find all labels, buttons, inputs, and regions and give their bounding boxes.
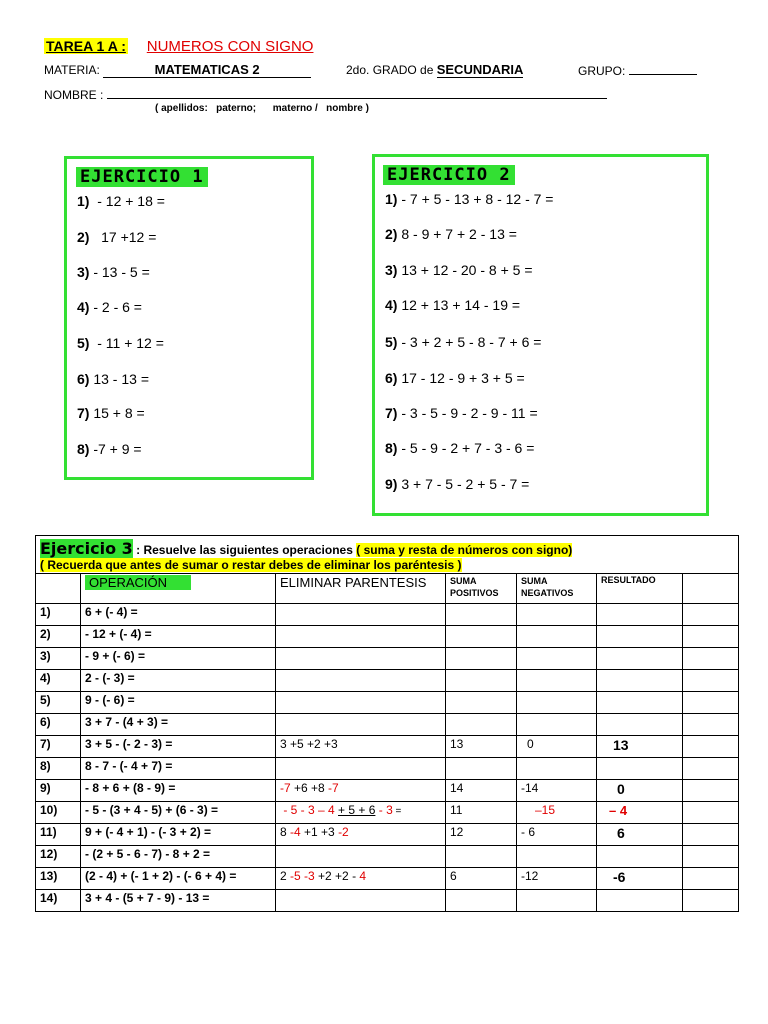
table-cell [517, 890, 597, 912]
table-cell [597, 648, 683, 670]
text: -5 -3 [290, 869, 315, 883]
table-cell [597, 604, 683, 626]
materia-value: MATEMATICAS 2 [103, 62, 311, 78]
table-cell[interactable] [276, 846, 446, 868]
table-cell: (2 - 4) + (- 1 + 2) - (- 6 + 4) = [81, 868, 276, 890]
table-cell[interactable] [276, 758, 446, 780]
ejercicio-3-table [35, 535, 739, 912]
ejercicio-3-heading [36, 536, 739, 574]
table-cell: 3 +5 +2 +3 [276, 736, 446, 758]
ejercicio-2-title: EJERCICIO 2 [383, 165, 515, 185]
table-cell: 6 [597, 824, 683, 846]
text: 8) [77, 441, 90, 457]
col-header-operacion: OPERACIÓN [85, 575, 191, 590]
table-cell [683, 604, 739, 626]
table-cell [517, 626, 597, 648]
table-cell: 6) [36, 714, 81, 736]
table-cell [683, 574, 739, 604]
text: 3) [385, 262, 398, 278]
text: -7 [280, 781, 291, 795]
text: 17 - 12 - 9 + 3 + 5 = [397, 370, 525, 386]
table-cell: -6 [597, 868, 683, 890]
text: -7 + 9 = [89, 441, 142, 457]
nombre-label: NOMBRE : [44, 88, 104, 102]
text: 4) [385, 297, 398, 313]
text: 12 + 13 + 14 - 19 = [397, 297, 521, 313]
table-cell [517, 846, 597, 868]
table-cell: 1) [36, 604, 81, 626]
table-cell[interactable] [276, 670, 446, 692]
text: - 5 - 3 – 4 [280, 803, 339, 817]
text: 17 +12 = [89, 229, 157, 245]
ej2-item [385, 405, 538, 421]
text: - 13 - 5 = [89, 264, 150, 280]
nombre-field[interactable] [107, 86, 607, 99]
ej2-item [385, 226, 517, 242]
table-cell [683, 758, 739, 780]
table-cell: 2 - (- 3) = [81, 670, 276, 692]
table-cell[interactable] [276, 626, 446, 648]
table-cell: –15 [517, 802, 597, 824]
table-cell: 3 + 7 - (4 + 3) = [81, 714, 276, 736]
table-cell [683, 714, 739, 736]
ejercicio-1-title: EJERCICIO 1 [76, 167, 208, 187]
table-cell [36, 574, 81, 604]
table-cell: - (2 + 5 - 6 - 7) - 8 + 2 = [81, 846, 276, 868]
ej2-item [385, 297, 520, 313]
nombre-line [44, 86, 607, 102]
table-cell [597, 846, 683, 868]
text: 13 - 13 = [89, 371, 149, 387]
table-cell [517, 758, 597, 780]
ej2-item [385, 370, 525, 386]
table-cell: 14 [446, 780, 517, 802]
table-cell: – 4 [597, 802, 683, 824]
table-cell[interactable] [276, 692, 446, 714]
table-row [36, 758, 739, 780]
table-cell [446, 692, 517, 714]
table-cell [683, 626, 739, 648]
table-row [36, 824, 739, 846]
table-cell [446, 626, 517, 648]
text: - 5 - 9 - 2 + 7 - 3 - 6 = [397, 440, 535, 456]
table-cell [446, 670, 517, 692]
table-cell: - 5 - (3 + 4 - 5) + (6 - 3) = [81, 802, 276, 824]
text: 3) [77, 264, 90, 280]
table-cell [446, 648, 517, 670]
table-cell[interactable] [276, 604, 446, 626]
text: 4) [77, 299, 90, 315]
text: 2 [280, 869, 291, 883]
table-cell[interactable] [276, 890, 446, 912]
grupo-line [578, 62, 697, 78]
table-cell: 3) [36, 648, 81, 670]
table-cell [276, 868, 446, 890]
table-cell: -12 [517, 868, 597, 890]
table-cell [276, 802, 446, 824]
table-cell: 4) [36, 670, 81, 692]
table-cell: 12) [36, 846, 81, 868]
table-row [36, 714, 739, 736]
text: 2) [385, 226, 398, 242]
text: 15 + 8 = [89, 405, 145, 421]
table-cell [446, 714, 517, 736]
text: 8) [385, 440, 398, 456]
ejercicio-3-instr: : Resuelve las siguientes operaciones [132, 543, 357, 557]
table-cell [597, 692, 683, 714]
text: 4 [359, 869, 367, 883]
col-header-suma-neg: SUMA NEGATIVOS [517, 574, 597, 604]
table-row [36, 604, 739, 626]
ej2-item [385, 334, 541, 350]
grupo-label: GRUPO: [578, 64, 626, 78]
text: - 3 + 2 + 5 - 8 - 7 + 6 = [397, 334, 542, 350]
ej2-item [385, 476, 529, 492]
text: 8 [280, 825, 291, 839]
materia-line [44, 62, 311, 78]
ej1-item [77, 193, 165, 209]
task-title-line [44, 38, 313, 56]
table-cell [517, 692, 597, 714]
table-cell: 0 [517, 736, 597, 758]
table-cell: 13 [597, 736, 683, 758]
ejercicio-3-title: Ejercicio 3 [40, 539, 133, 558]
col-header-suma-pos: SUMA POSITIVOS [446, 574, 517, 604]
text: +1 +3 [300, 825, 339, 839]
ej2-item [385, 440, 534, 456]
grado-line [346, 62, 523, 78]
table-row [36, 890, 739, 912]
table-cell [276, 780, 446, 802]
table-cell [683, 736, 739, 758]
table-cell: -14 [517, 780, 597, 802]
table-cell [446, 604, 517, 626]
text: - 7 + 5 - 13 + 8 - 12 - 7 = [397, 191, 554, 207]
table-row [36, 846, 739, 868]
text: 5) [385, 334, 398, 350]
task-title: NUMEROS CON SIGNO [146, 38, 314, 55]
table-cell [683, 890, 739, 912]
text: + 5 + 6 [338, 803, 376, 817]
text: -4 [290, 825, 301, 839]
grupo-field[interactable] [629, 62, 697, 75]
table-cell [597, 670, 683, 692]
text: - 2 - 6 = [89, 299, 142, 315]
text: +6 +8 [290, 781, 329, 795]
table-row [36, 626, 739, 648]
table-cell: 13 [446, 736, 517, 758]
ejercicio-3-note: ( Recuerda que antes de sumar o restar debes de eliminar los paréntesis ) [40, 558, 462, 572]
table-cell: 12 [446, 824, 517, 846]
nombre-hint: ( apellidos: paterno; materno / nombre ) [155, 103, 369, 114]
table-cell: - 9 + (- 6) = [81, 648, 276, 670]
table-row [36, 670, 739, 692]
ej1-item [77, 229, 156, 245]
ej2-item [385, 262, 533, 278]
text: - 11 + 12 = [89, 335, 164, 351]
table-row [36, 648, 739, 670]
table-cell [276, 824, 446, 846]
text: 13 + 12 - 20 - 8 + 5 = [397, 262, 533, 278]
text: 9) [385, 476, 398, 492]
table-cell: 14) [36, 890, 81, 912]
grado-label: 2do. GRADO de [346, 63, 434, 77]
text: 6) [385, 370, 398, 386]
text: - 3 - 5 - 9 - 2 - 9 - 11 = [397, 405, 538, 421]
task-label: TAREA 1 A : [46, 38, 126, 54]
ejercicio-2-box [372, 154, 709, 516]
table-cell [683, 780, 739, 802]
text: 7) [77, 405, 90, 421]
table-cell: 6 [446, 868, 517, 890]
ej1-item [77, 335, 164, 351]
table-cell: 6 + (- 4) = [81, 604, 276, 626]
table-cell: 3 + 5 - (- 2 - 3) = [81, 736, 276, 758]
text: 6) [77, 371, 90, 387]
ej1-item [77, 371, 149, 387]
table-cell: 9 - (- 6) = [81, 692, 276, 714]
table-cell [683, 868, 739, 890]
ej1-item [77, 264, 150, 280]
ej2-item [385, 191, 553, 207]
table-cell [683, 648, 739, 670]
table-cell: 11) [36, 824, 81, 846]
ej1-item [77, 299, 142, 315]
text: -7 [328, 781, 339, 795]
table-row [36, 802, 739, 824]
table-cell [683, 824, 739, 846]
table-cell: 8) [36, 758, 81, 780]
table-row [36, 692, 739, 714]
table-cell [597, 758, 683, 780]
table-cell: 5) [36, 692, 81, 714]
table-cell [683, 670, 739, 692]
table-row [36, 736, 739, 758]
table-cell [81, 574, 276, 604]
table-cell: 0 [597, 780, 683, 802]
table-cell [683, 692, 739, 714]
text: 2) [77, 229, 90, 245]
table-cell [597, 714, 683, 736]
table-cell [517, 648, 597, 670]
text: - 3 [375, 803, 393, 817]
text: 1) [77, 193, 90, 209]
table-cell [446, 846, 517, 868]
table-cell: - 6 [517, 824, 597, 846]
table-cell: 11 [446, 802, 517, 824]
text: = [392, 806, 402, 817]
table-row [36, 868, 739, 890]
ej1-item [77, 441, 142, 457]
table-cell: 8 - 7 - (- 4 + 7) = [81, 758, 276, 780]
table-cell[interactable] [276, 714, 446, 736]
table-cell [446, 758, 517, 780]
grado-value: SECUNDARIA [436, 62, 524, 77]
table-cell [517, 604, 597, 626]
table-cell: 7) [36, 736, 81, 758]
table-cell [517, 670, 597, 692]
col-header-eliminar: ELIMINAR PARENTESIS [276, 574, 446, 604]
text: 3 + 7 - 5 - 2 + 5 - 7 = [397, 476, 530, 492]
table-cell [683, 802, 739, 824]
table-cell [597, 890, 683, 912]
ejercicio-3-instr-hl: ( suma y resta de números con signo) [356, 543, 573, 557]
table-cell: - 12 + (- 4) = [81, 626, 276, 648]
table-cell: 13) [36, 868, 81, 890]
table-row [36, 780, 739, 802]
table-cell: 9 + (- 4 + 1) - (- 3 + 2) = [81, 824, 276, 846]
table-cell [597, 626, 683, 648]
table-cell [683, 846, 739, 868]
table-cell [446, 890, 517, 912]
table-cell: 10) [36, 802, 81, 824]
text: -2 [338, 825, 349, 839]
text: 8 - 9 + 7 + 2 - 13 = [397, 226, 517, 242]
table-cell: 3 + 4 - (5 + 7 - 9) - 13 = [81, 890, 276, 912]
text: 1) [385, 191, 398, 207]
text: 5) [77, 335, 90, 351]
table-cell: 2) [36, 626, 81, 648]
col-header-resultado: RESULTADO [597, 574, 683, 604]
ejercicio-1-box [64, 156, 314, 480]
ej1-item [77, 405, 145, 421]
table-cell[interactable] [276, 648, 446, 670]
materia-label: MATERIA: [44, 63, 100, 77]
table-cell [517, 714, 597, 736]
text: 7) [385, 405, 398, 421]
text: +2 +2 - [314, 869, 360, 883]
text: - 12 + 18 = [89, 193, 165, 209]
table-cell: 9) [36, 780, 81, 802]
table-cell: - 8 + 6 + (8 - 9) = [81, 780, 276, 802]
